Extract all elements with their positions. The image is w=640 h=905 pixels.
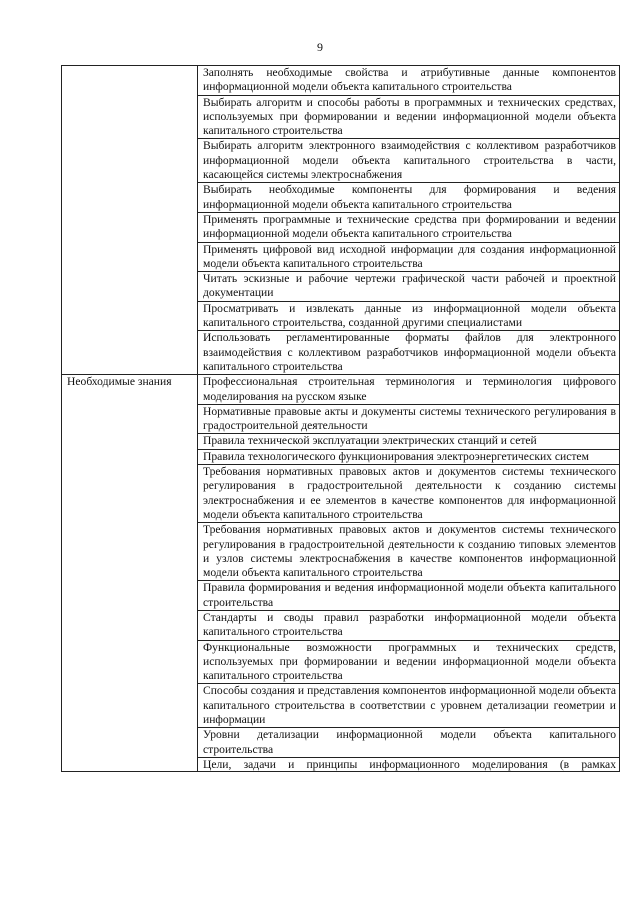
knowledge-item: Требования нормативных правовых актов и документов системы технического регулирования в градостроительной деятельности к созданию типовых элементов и узлов системы электроснабжения в качестве компонентов информационной модели объекта капитального строительства: [198, 523, 620, 581]
ability-item: Использовать регламентированные форматы файлов для электронного взаимодействия с коллективом разработчиков информационной модели объекта капитального строительства: [198, 331, 620, 375]
knowledge-item-cell: [198, 757, 620, 771]
ability-item: Применять цифровой вид исходной информации для создания информационной модели объекта капитального строительства: [198, 242, 620, 272]
ability-item: Выбирать алгоритм электронного взаимодействия с коллективом разработчиков информационной модели объекта капитального строительства в части, касающейся системы электроснабжения: [198, 139, 620, 183]
knowledge-item: Профессиональная строительная терминология и терминология цифрового моделирования на русском языке: [198, 375, 620, 405]
requirements-table: [61, 65, 620, 772]
knowledge-item: Требования нормативных правовых актов и документов системы технического регулирования в градостроительной деятельности к созданию системы электроснабжения и ее элементов в качестве компонентов для информационной модели объекта капитального строительства: [198, 465, 620, 523]
ability-item: Применять программные и технические средства при формировании и ведении информационной модели объекта капитального строительства: [198, 212, 620, 242]
ability-item: Читать эскизные и рабочие чертежи графической части рабочей и проектной документации: [198, 272, 620, 302]
knowledge-heading-cell: Необходимые знания: [62, 375, 198, 772]
knowledge-item: Функциональные возможности программных и технических средств, используемых при формировании и ведении информационной модели объекта капитального строительства: [198, 640, 620, 684]
abilities-heading-cell: [62, 66, 198, 375]
page-number: 9: [317, 40, 323, 54]
knowledge-item: Нормативные правовые акты и документы системы технического регулирования в градостроительной деятельности: [198, 404, 620, 434]
knowledge-item: Способы создания и представления компонентов информационной модели объекта капитального строительства в соответствии с уровнем детализации геометрии и информации: [198, 684, 620, 728]
knowledge-item: Правила формирования и ведения информационной модели объекта капитального строительства: [198, 581, 620, 611]
table-row: [62, 375, 620, 405]
ability-item: Просматривать и извлекать данные из информационной модели объекта капитального строительства, созданной другими специалистами: [198, 301, 620, 331]
knowledge-item: Уровни детализации информационной модели объекта капитального строительства: [198, 728, 620, 758]
knowledge-item: Стандарты и своды правил разработки информационной модели объекта капитального строительства: [198, 610, 620, 640]
ability-item: Заполнять необходимые свойства и атрибутивные данные компонентов информационной модели объекта капитального строительства: [198, 66, 620, 96]
knowledge-item: Правила технологического функционирования электроэнергетических систем: [198, 449, 620, 464]
ability-item: Выбирать алгоритм и способы работы в программных и технических средствах, используемых при формировании и ведении информационной модели объекта капитального строительства: [198, 95, 620, 139]
knowledge-item: Цели, задачи и принципы информационного моделирования (в рамках: [203, 757, 616, 771]
ability-item: Выбирать необходимые компоненты для формирования и ведения информационной модели объекта капитального строительства: [198, 183, 620, 213]
table-row: [62, 66, 620, 96]
knowledge-item: Правила технической эксплуатации электрических станций и сетей: [198, 434, 620, 449]
